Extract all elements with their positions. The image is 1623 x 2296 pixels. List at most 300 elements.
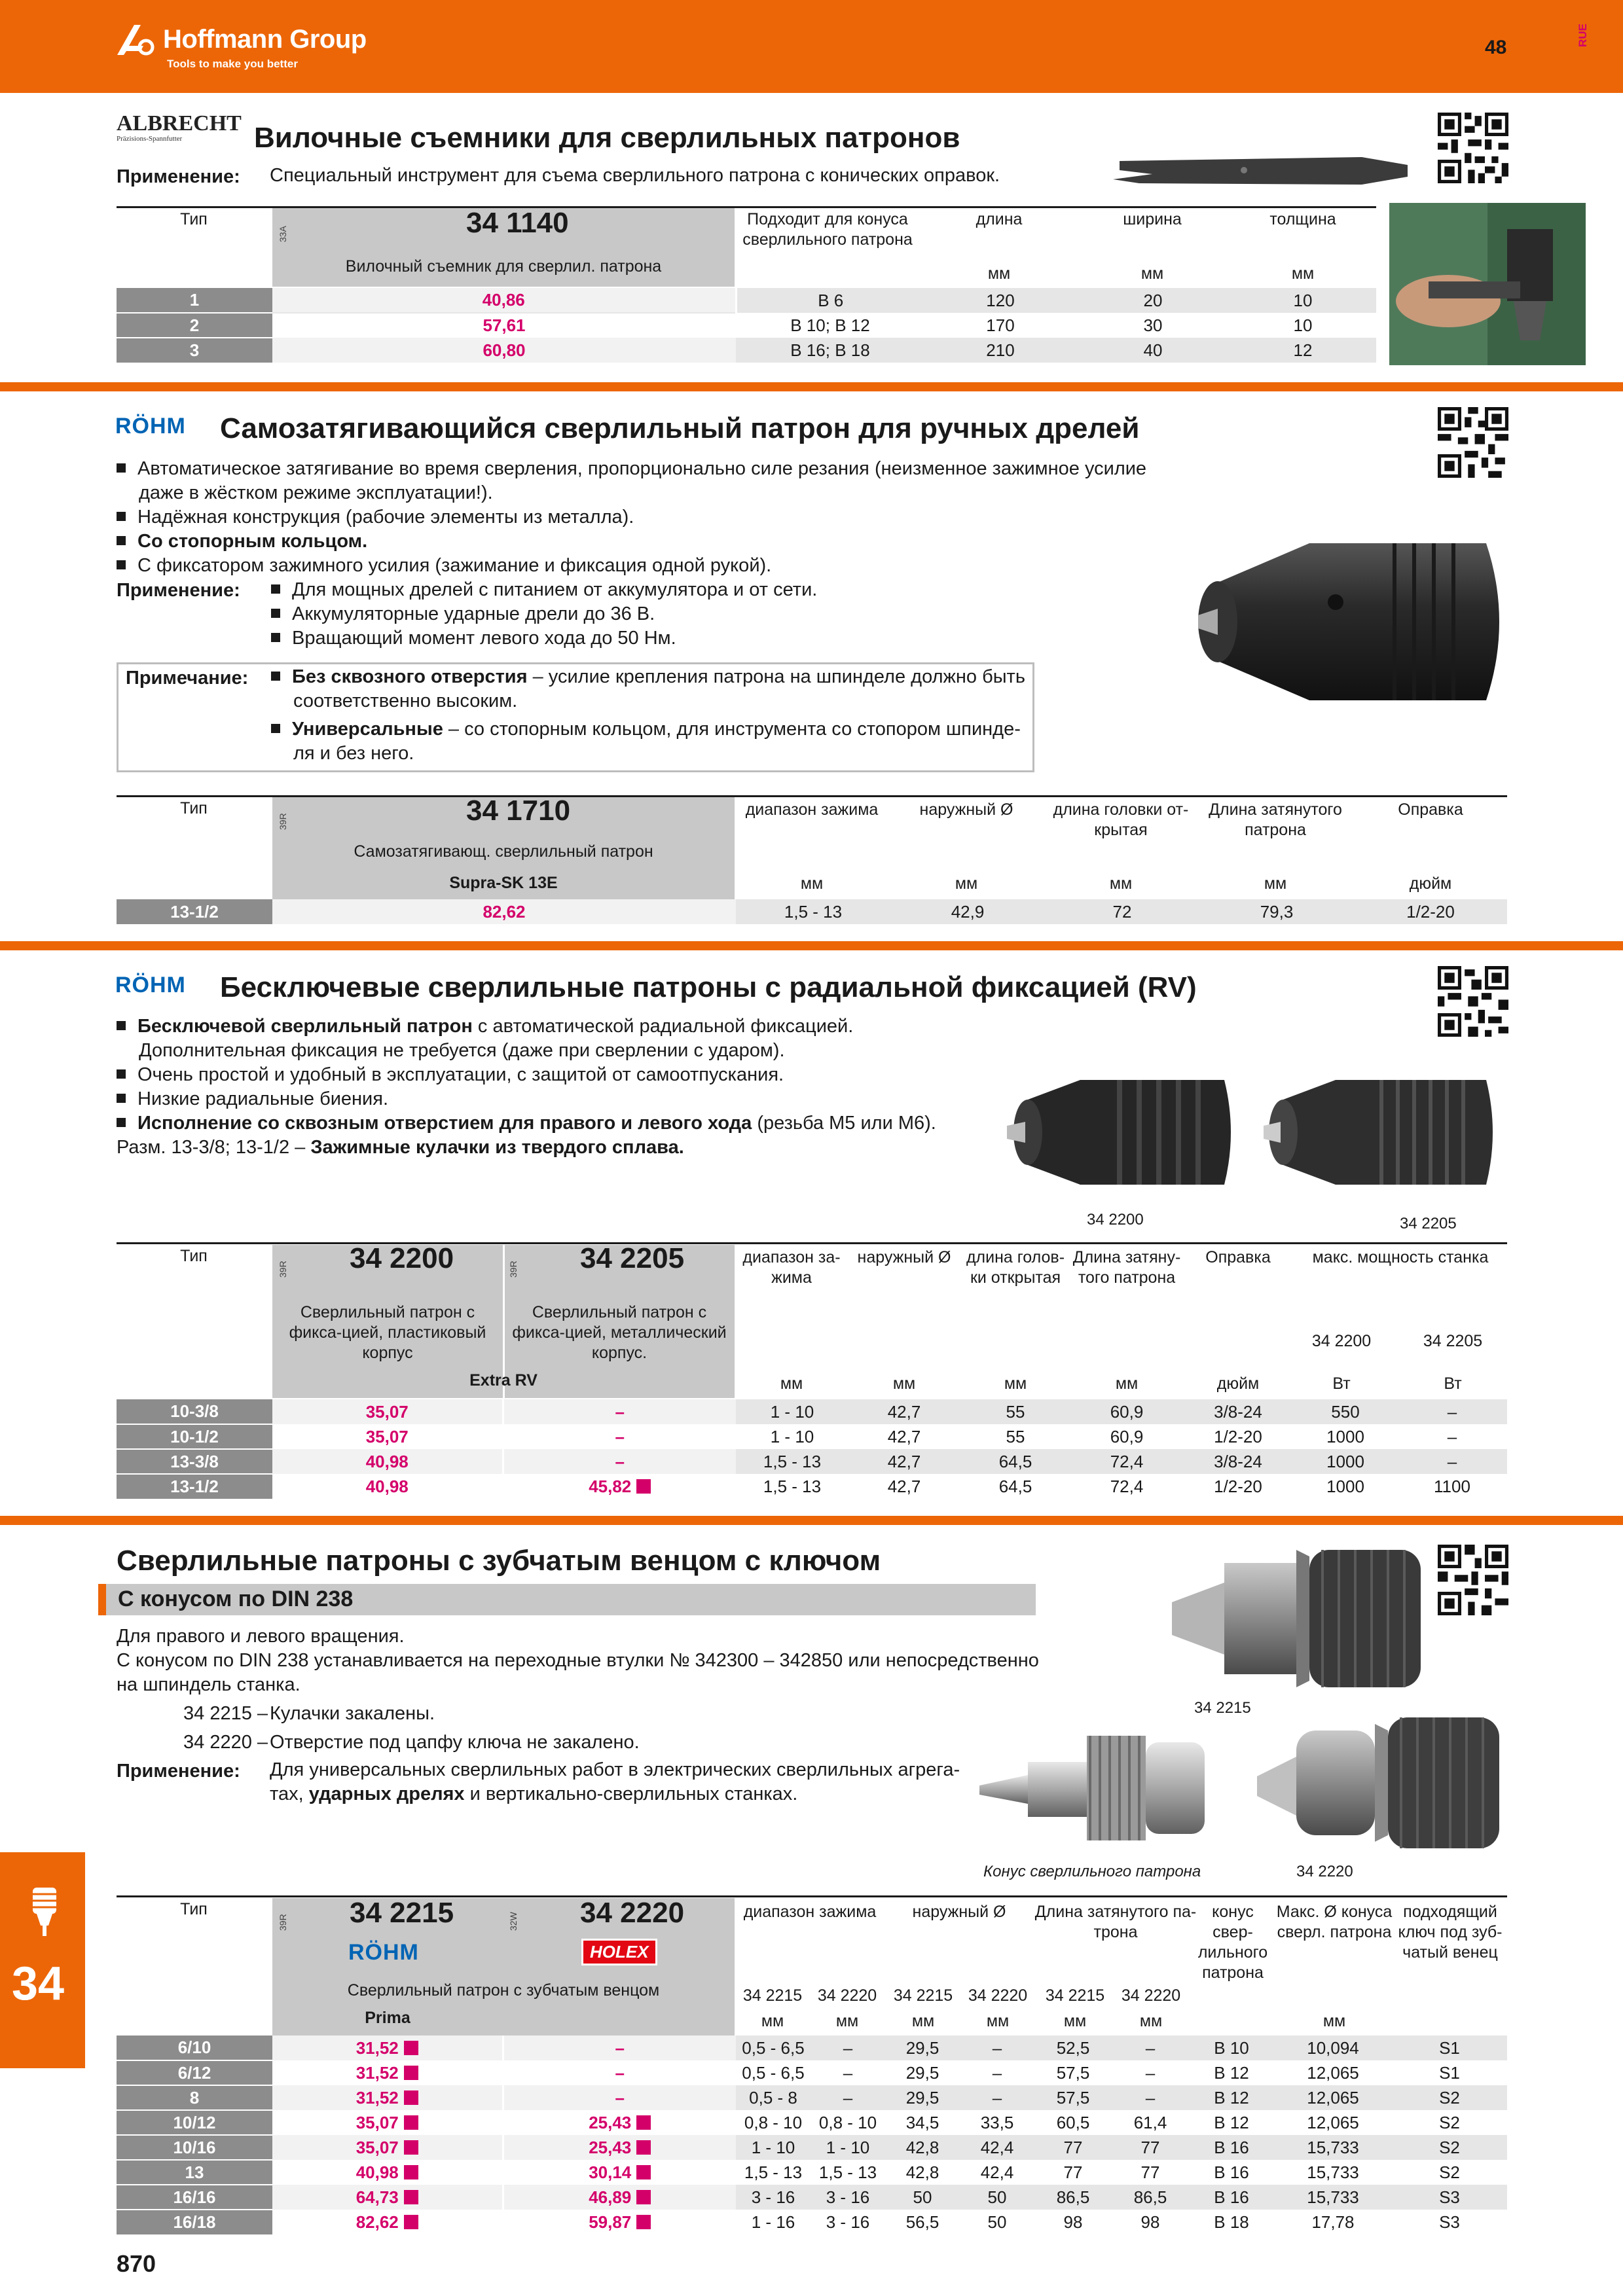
price-value: – xyxy=(615,2062,625,2083)
table-cell: – xyxy=(1447,1426,1457,1446)
table-row[interactable] xyxy=(117,288,1376,313)
sub-header: 34 2220 xyxy=(817,1986,877,2005)
application-item: Аккумуляторные ударные дрели до 36 В. xyxy=(271,602,655,626)
unit: мм xyxy=(986,2012,1010,2030)
image-caption: 34 2220 xyxy=(1296,1863,1353,1880)
col-header: длина голов-ки открытая xyxy=(966,1248,1065,1287)
table-cell: 55 xyxy=(960,1399,1071,1424)
price-marker-icon xyxy=(404,2115,418,2130)
row-type: 1 xyxy=(117,288,272,313)
note-label: Примечание: xyxy=(126,668,249,689)
price-value: – xyxy=(615,2087,625,2108)
catalog-tag: 39R xyxy=(508,1261,519,1278)
price-marker-icon xyxy=(636,2190,651,2204)
price xyxy=(272,2036,503,2060)
col-header: Макс. Ø конуса сверл. патрона xyxy=(1276,1903,1393,1941)
col-header: Длина затянутого патрона xyxy=(1209,800,1342,839)
row-type: 10/16 xyxy=(117,2135,272,2160)
table-cell: 50 xyxy=(885,2185,960,2210)
table-cell: 20 xyxy=(1076,288,1230,313)
catalog-tag: 32W xyxy=(508,1912,519,1931)
row-type: 16/18 xyxy=(117,2210,272,2234)
table-cell: 17,78 xyxy=(1311,2212,1355,2232)
sub-header: 34 2220 xyxy=(968,1986,1028,2005)
table-cell: 86,5 xyxy=(1034,2185,1112,2210)
table-cell: 57,5 xyxy=(1056,2062,1090,2083)
description-text: Для правого и левого вращения. xyxy=(117,1626,405,1647)
col-type-header: Тип xyxy=(180,1900,208,1918)
price xyxy=(503,1449,736,1474)
price xyxy=(503,2060,736,2085)
table-cell: 42,7 xyxy=(887,1476,921,1496)
unit: дюйм xyxy=(1409,874,1452,893)
row-type: 10/12 xyxy=(117,2110,272,2135)
price xyxy=(272,2060,503,2085)
feature-bullet: С фиксатором зажимного усилия (зажимание и фиксация одной рукой). xyxy=(117,554,771,578)
unit: мм xyxy=(1264,874,1287,893)
table-cell: S2 xyxy=(1392,2085,1507,2110)
self-tightening-chuck-image xyxy=(1178,524,1519,720)
row-type: 6/10 xyxy=(117,2036,272,2060)
row-type: 10-1/2 xyxy=(117,1424,272,1449)
table-cell: 1,5 - 13 xyxy=(736,899,890,924)
table-cell: S2 xyxy=(1439,2162,1460,2182)
table-cell: S2 xyxy=(1392,2135,1507,2160)
table-cell: 42,7 xyxy=(848,1449,960,1474)
variant-ref: 34 2220 – xyxy=(183,1732,268,1753)
table-cell: 1,5 - 13 xyxy=(818,2162,877,2182)
table-top-rule xyxy=(117,1895,1507,1897)
table-row[interactable] xyxy=(117,313,1376,338)
section-divider xyxy=(0,1516,1623,1525)
row-type: 6/12 xyxy=(117,2060,272,2085)
table-cell: 1,5 - 13 xyxy=(763,1476,822,1496)
qr-code-icon[interactable] xyxy=(1438,407,1508,478)
table-cell: 77 xyxy=(1140,2162,1160,2182)
table-cell: B 16 xyxy=(1214,2162,1249,2182)
table-cell: 1/2-20 xyxy=(1354,899,1507,924)
price: 35,07 xyxy=(272,1399,503,1424)
page-number: 48 xyxy=(1485,37,1507,58)
table-cell: 33,5 xyxy=(980,2112,1014,2132)
page-header xyxy=(0,0,1623,93)
unit: Вт xyxy=(1444,1374,1462,1393)
table-cell: 12,065 xyxy=(1307,2112,1359,2132)
table-cell: 72,4 xyxy=(1071,1449,1182,1474)
table-cell: 34,5 xyxy=(905,2112,939,2132)
table-cell: 1,5 - 13 xyxy=(736,1449,848,1474)
col-header: подходящий ключ под зуб-чатый венец xyxy=(1398,1903,1503,1962)
price-marker-icon xyxy=(636,2115,651,2130)
image-caption: Конус сверлильного патрона xyxy=(983,1863,1201,1880)
table-cell: B 10 xyxy=(1189,2036,1274,2060)
price xyxy=(272,2210,503,2234)
article-description: Сверлильный патрон с зубчатым венцом xyxy=(347,1981,660,2000)
sub-header: 34 2215 xyxy=(742,1986,803,2005)
unit: мм xyxy=(1063,2012,1087,2030)
table-cell: 1/2-20 xyxy=(1214,1426,1262,1446)
price-marker-icon xyxy=(404,2066,418,2080)
article-description: Сверлильный патрон с фикса-цией, металлический корпус. xyxy=(512,1303,727,1362)
table-cell: 1 - 16 xyxy=(751,2212,795,2232)
section-divider xyxy=(0,941,1623,950)
table-top-rule xyxy=(117,1242,1507,1244)
row-type: 16/16 xyxy=(117,2185,272,2210)
feature-bullet: Очень простой и удобный в эксплуатации, с защитой от самоотпускания. xyxy=(117,1063,784,1087)
col-header: Длина затянутого па-трона xyxy=(1034,1903,1197,1941)
table-cell: B 12 xyxy=(1189,2085,1274,2110)
table-cell: 42,7 xyxy=(887,1426,921,1446)
col-header-cone: Подходит для конуса сверлильного патрона xyxy=(742,210,913,249)
table-cell: – xyxy=(811,2085,885,2110)
table-cell: 1000 xyxy=(1326,1426,1364,1446)
unit-mm: мм xyxy=(1291,264,1315,283)
price xyxy=(503,2110,736,2135)
unit: мм xyxy=(761,2012,784,2030)
image-caption: 34 2215 xyxy=(1194,1699,1251,1717)
price-marker-icon xyxy=(404,2215,418,2229)
table-cell: 0,5 - 6,5 xyxy=(736,2036,811,2060)
table-cell: – xyxy=(960,2036,1034,2060)
subsection-title: С конусом по DIN 238 xyxy=(118,1587,354,1611)
rohm-logo: RÖHM xyxy=(115,973,186,997)
table-cell: 1 - 10 xyxy=(770,1426,814,1446)
price xyxy=(503,2210,736,2234)
table-row[interactable] xyxy=(117,2185,1507,2210)
feature-bullet: Надёжная конструкция (рабочие элементы из металла). xyxy=(117,505,634,529)
table-cell: 170 xyxy=(986,315,1015,335)
feature-bullet: Автоматическое затягивание во время сверления, пропорционально силе резания (неизменное зажимное усилие xyxy=(117,457,1146,481)
price-value: – xyxy=(615,1426,625,1446)
price-marker-icon xyxy=(404,2165,418,2179)
table-cell: 77 xyxy=(1063,2162,1083,2182)
price-value: – xyxy=(615,1401,625,1422)
table-cell: 1 - 10 xyxy=(811,2135,885,2160)
catalog-tag: 39R xyxy=(278,1261,288,1278)
self-tightening-chuck-table xyxy=(117,899,1507,924)
table-cell: 10 xyxy=(1293,315,1313,335)
table-cell: 50 xyxy=(987,2212,1007,2232)
feature-bullet: Со стопорным кольцом. xyxy=(117,529,367,554)
row-type: 13-1/2 xyxy=(117,899,272,924)
note-item-cont: соответственно высоким. xyxy=(293,691,518,711)
article-number: 34 2215 xyxy=(350,1897,454,1929)
fork-extractor-table xyxy=(117,288,1376,363)
table-row[interactable] xyxy=(117,2160,1507,2185)
feature-bullet: Бесключевой сверлильный патрон с автоматической радиальной фиксацией. xyxy=(117,1014,853,1039)
table-cell: 0,8 - 10 xyxy=(818,2112,877,2132)
price: 40,98 xyxy=(272,1474,503,1499)
unit: мм xyxy=(1139,2012,1163,2030)
table-cell: 12,065 xyxy=(1307,2062,1359,2083)
price-marker-icon xyxy=(404,2140,418,2155)
table-cell: 1100 xyxy=(1434,1476,1470,1496)
chuck-342200-image xyxy=(989,1060,1237,1204)
col-header: диапазон за-жима xyxy=(742,1248,841,1287)
catalog-tag: 39R xyxy=(278,813,288,830)
section-title-keyless-rv: Бесключевые сверлильные патроны с радиальной фиксацией (RV) xyxy=(220,971,1197,1003)
col-header: наружный Ø xyxy=(912,1903,1006,1921)
table-cell: – xyxy=(960,2085,1034,2110)
price: 40,86 xyxy=(272,288,736,313)
unit-mm: мм xyxy=(987,264,1011,283)
table-row[interactable] xyxy=(117,2135,1507,2160)
table-cell: – xyxy=(1112,2036,1189,2060)
note-item-cont: ля и без него. xyxy=(293,743,414,764)
article-number: 34 2205 xyxy=(580,1242,685,1274)
price xyxy=(272,2160,503,2185)
sub-header: 34 2220 xyxy=(1121,1986,1181,2005)
table-cell: 77 xyxy=(1112,2135,1189,2160)
col-header: Оправка xyxy=(1205,1248,1271,1266)
holex-logo: HOLEX xyxy=(581,1939,657,1965)
table-cell: 79,3 xyxy=(1199,899,1354,924)
table-row[interactable] xyxy=(117,2060,1507,2085)
qr-code-icon[interactable] xyxy=(1438,113,1508,183)
table-cell: B 16 xyxy=(1189,2185,1274,2210)
price xyxy=(503,1424,736,1449)
price xyxy=(503,2160,736,2185)
table-cell: 1000 xyxy=(1294,1449,1397,1474)
table-cell: 42,7 xyxy=(848,1399,960,1424)
table-cell: 550 xyxy=(1294,1399,1397,1424)
unit: мм xyxy=(1109,874,1133,893)
row-type: 8 xyxy=(117,2085,272,2110)
col-type-header: Тип xyxy=(180,210,208,228)
catalog-tag: 39R xyxy=(278,1914,288,1931)
table-row[interactable] xyxy=(117,1399,1507,1424)
price-value: 40,98 xyxy=(356,2162,399,2182)
unit: мм xyxy=(780,1374,803,1393)
table-cell: 60,9 xyxy=(1110,1426,1144,1446)
table-row[interactable] xyxy=(117,1474,1507,1499)
rohm-logo: RÖHM xyxy=(115,414,186,439)
table-row[interactable] xyxy=(117,1449,1507,1474)
table-cell: 1,5 - 13 xyxy=(744,2162,803,2182)
image-caption: 34 2205 xyxy=(1400,1215,1457,1232)
table-cell: 42,8 xyxy=(905,2162,939,2182)
price xyxy=(272,2135,503,2160)
hoffmann-logo[interactable] xyxy=(115,22,367,71)
image-caption: 34 2200 xyxy=(1087,1211,1144,1229)
drill-chuck-icon xyxy=(26,1885,63,1937)
col-header: Длина затяну-того патрона xyxy=(1072,1248,1181,1287)
table-cell: 64,5 xyxy=(960,1449,1071,1474)
article-number: 34 1140 xyxy=(466,207,569,239)
article-description: Вилочный съемник для сверлил. патрона xyxy=(345,257,662,276)
table-cell: 3 - 16 xyxy=(826,2212,870,2232)
price xyxy=(503,1474,736,1499)
article-number: 34 2200 xyxy=(350,1242,454,1274)
language-code: RUE xyxy=(1576,24,1589,47)
price xyxy=(272,2185,503,2210)
table-cell: 210 xyxy=(924,338,1076,363)
table-cell: 1000 xyxy=(1326,1476,1364,1496)
price-value: 46,89 xyxy=(589,2187,632,2207)
price-value: 31,52 xyxy=(356,2087,399,2108)
table-cell: – xyxy=(811,2036,885,2060)
table-cell: 42,4 xyxy=(980,2162,1014,2182)
application-item: Для мощных дрелей с питанием от аккумулятора и от сети. xyxy=(271,578,817,602)
table-cell: 12 xyxy=(1230,338,1376,363)
application-label: Применение: xyxy=(117,166,240,187)
col-header: конус свер-лильного патрона xyxy=(1197,1903,1268,1982)
application-label: Применение: xyxy=(117,1761,240,1782)
table-cell: S1 xyxy=(1439,2062,1460,2083)
section-title-self-tightening: Самозатягивающийся сверлильный патрон для ручных дрелей xyxy=(220,412,1140,444)
price xyxy=(272,2110,503,2135)
note-item: Без сквозного отверстия – усилие крепления патрона на шпинделе должно быть xyxy=(271,665,1025,689)
table-cell: 12,065 xyxy=(1274,2085,1392,2110)
table-row[interactable] xyxy=(117,2110,1507,2135)
qr-code-icon[interactable] xyxy=(1438,1545,1508,1615)
table-cell: 42,9 xyxy=(890,899,1045,924)
chapter-number: 34 xyxy=(12,1958,65,2010)
price: 57,61 xyxy=(272,313,736,338)
table-cell: 64,5 xyxy=(998,1476,1032,1496)
subsection-marker xyxy=(98,1584,106,1615)
col-header: Оправка xyxy=(1398,800,1463,819)
table-cell: 29,5 xyxy=(905,2062,939,2083)
table-cell: B 16 xyxy=(1189,2135,1274,2160)
col-type-header: Тип xyxy=(180,799,208,817)
chuck-342220-image xyxy=(1244,1704,1519,1861)
col-header: макс. мощность станка xyxy=(1312,1248,1489,1266)
col-header: длина головки от-крытая xyxy=(1053,800,1189,839)
price-value: 35,07 xyxy=(356,2137,399,2157)
feature-bullet-cont: Дополнительная фиксация не требуется (даже при сверлении с ударом). xyxy=(139,1040,785,1061)
usage-photo xyxy=(1389,203,1586,365)
table-cell: S1 xyxy=(1392,2036,1507,2060)
table-cell: 30 xyxy=(1143,315,1163,335)
table-cell: 42,8 xyxy=(885,2135,960,2160)
row-type: 13-3/8 xyxy=(117,1449,272,1474)
table-row[interactable] xyxy=(117,899,1507,924)
table-cell: 15,733 xyxy=(1274,2135,1392,2160)
table-cell: 56,5 xyxy=(905,2212,939,2232)
price-value: 25,43 xyxy=(589,2112,632,2132)
albrecht-subtitle: Präzisions-Spannfutter xyxy=(117,135,183,143)
price-marker-icon xyxy=(636,2165,651,2179)
row-type: 3 xyxy=(117,338,272,363)
sub-header: 34 2205 xyxy=(1423,1332,1483,1350)
price-marker-icon xyxy=(636,1479,651,1494)
col-type-header: Тип xyxy=(180,1247,208,1265)
price-marker-icon xyxy=(636,2215,651,2229)
table-cell: 29,5 xyxy=(885,2036,960,2060)
price-value: 45,82 xyxy=(589,1476,632,1496)
price-value: 35,07 xyxy=(356,2112,399,2132)
table-cell: – xyxy=(843,2062,853,2083)
application-text: Для универсальных сверлильных работ в электрических сверлильных агрега- xyxy=(270,1759,960,1780)
table-cell: – xyxy=(992,2062,1002,2083)
table-cell: B 16; B 18 xyxy=(736,338,924,363)
table-cell: B 12 xyxy=(1214,2062,1249,2083)
unit: мм xyxy=(892,1374,916,1393)
model-name: Extra RV xyxy=(469,1371,538,1390)
chuck-342205-image xyxy=(1257,1060,1506,1204)
model-name: Prima xyxy=(365,2009,410,2027)
rv-chuck-table xyxy=(117,1399,1507,1499)
feature-note: Разм. 13-3/8; 13-1/2 – Зажимные кулачки из твердого сплава. xyxy=(117,1137,684,1158)
application-text: тах, ударных дрелях и вертикально-сверлильных станках. xyxy=(270,1784,798,1804)
unit: Вт xyxy=(1332,1374,1351,1393)
qr-code-icon[interactable] xyxy=(1438,966,1508,1037)
description-text: на шпиндель станка. xyxy=(117,1674,301,1695)
table-cell: 3/8-24 xyxy=(1182,1449,1294,1474)
row-type: 13 xyxy=(117,2160,272,2185)
table-cell: B 12 xyxy=(1214,2112,1249,2132)
price-marker-icon xyxy=(404,2041,418,2055)
table-cell: 1 - 10 xyxy=(736,1399,848,1424)
table-cell: 60,9 xyxy=(1071,1399,1182,1424)
price-value: – xyxy=(615,2037,625,2058)
price-marker-icon xyxy=(404,2090,418,2105)
feature-bullet: Низкие радиальные биения. xyxy=(117,1087,388,1111)
section-title-fork-extractors: Вилочные съемники для сверлильных патронов xyxy=(254,122,960,154)
table-cell: 60,5 xyxy=(1056,2112,1090,2132)
col-header: диапазон зажима xyxy=(743,1903,877,1921)
col-header: диапазон зажима xyxy=(745,800,879,819)
price xyxy=(272,2085,503,2110)
table-cell: 0,8 - 10 xyxy=(744,2112,803,2132)
article-number: 34 2220 xyxy=(580,1897,685,1929)
sub-header: 34 2215 xyxy=(893,1986,953,2005)
catalog-tag: 33A xyxy=(278,226,288,242)
table-cell: 3 - 16 xyxy=(736,2185,811,2210)
table-row[interactable] xyxy=(117,338,1376,363)
price-value: – xyxy=(615,1451,625,1471)
table-cell: 120 xyxy=(924,288,1076,313)
unit: мм xyxy=(1004,1374,1027,1393)
table-row[interactable] xyxy=(117,2210,1507,2234)
price: 82,62 xyxy=(272,899,736,924)
price-marker-icon xyxy=(404,2190,418,2204)
keyed-chuck-table xyxy=(117,2036,1507,2234)
unit: дюйм xyxy=(1216,1374,1260,1393)
variant-ref: 34 2215 – xyxy=(183,1703,268,1724)
table-cell: – xyxy=(1397,1399,1507,1424)
table-cell: 57,5 xyxy=(1034,2085,1112,2110)
table-cell: 3 - 16 xyxy=(811,2185,885,2210)
row-type: 10-3/8 xyxy=(117,1399,272,1424)
price-value: 25,43 xyxy=(589,2137,632,2157)
table-row[interactable] xyxy=(117,2036,1507,2060)
table-cell: 50 xyxy=(960,2185,1034,2210)
application-text: Специальный инструмент для съема сверлильного патрона с конических оправок. xyxy=(270,165,1000,186)
row-type: 13-1/2 xyxy=(117,1474,272,1499)
table-row[interactable] xyxy=(117,1424,1507,1449)
unit-mm: мм xyxy=(1140,264,1164,283)
price: 60,80 xyxy=(272,338,736,363)
col-header: наружный Ø xyxy=(857,1248,951,1266)
variant-text: Кулачки закалены. xyxy=(270,1703,435,1724)
table-cell: 3/8-24 xyxy=(1182,1399,1294,1424)
table-cell: 72,4 xyxy=(1110,1476,1144,1496)
table-cell: 15,733 xyxy=(1274,2185,1392,2210)
price-value: 59,87 xyxy=(589,2212,632,2232)
table-cell: 1 - 10 xyxy=(736,2135,811,2160)
table-row[interactable] xyxy=(117,2085,1507,2110)
application-item: Вращающий момент левого хода до 50 Нм. xyxy=(271,626,676,651)
price-value: 82,62 xyxy=(356,2212,399,2232)
article-description: Сверлильный патрон с фикса-цией, пластиковый корпус xyxy=(289,1303,486,1362)
price: 40,98 xyxy=(272,1449,503,1474)
model-name: Supra-SK 13E xyxy=(449,874,558,892)
table-cell: – xyxy=(1112,2085,1189,2110)
rohm-logo: RÖHM xyxy=(348,1940,419,1965)
unit: мм xyxy=(955,874,978,893)
